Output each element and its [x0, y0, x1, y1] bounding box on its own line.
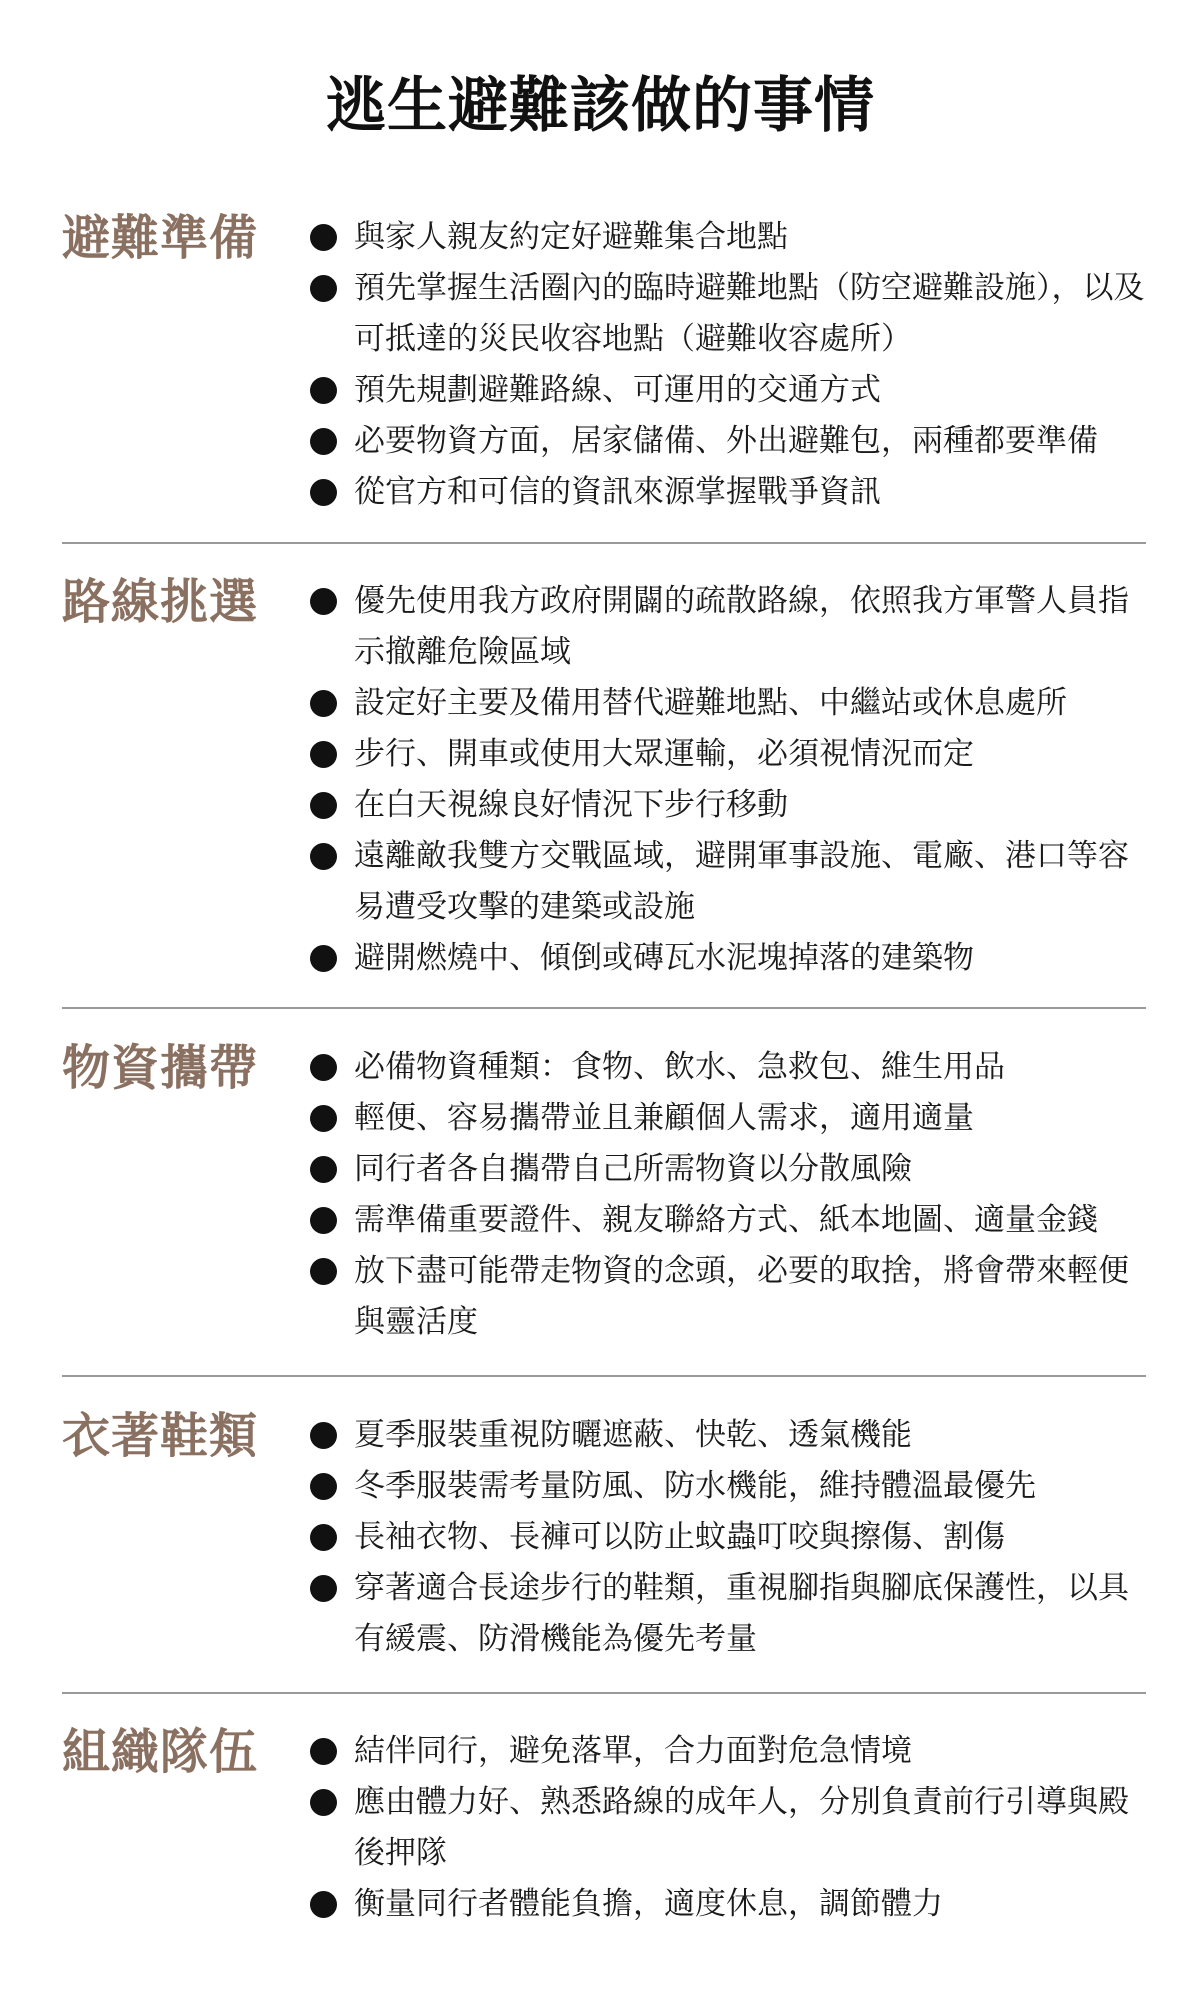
- list-item: [310, 416, 1150, 467]
- list-item: [310, 1726, 1150, 1777]
- item-text: 從官方和可信的資訊來源掌握戰爭資訊: [354, 474, 881, 510]
- item-list: [310, 1726, 1150, 1930]
- list-item: [310, 467, 1150, 518]
- bullet-icon: [310, 741, 337, 768]
- bullet-icon: [310, 1207, 337, 1234]
- item-list: [310, 1042, 1150, 1348]
- item-list: [310, 212, 1150, 518]
- list-item: [310, 365, 1150, 416]
- item-text: 輕便、容易攜帶並且兼顧個人需求，適用適量: [354, 1100, 974, 1136]
- list-item: [310, 1093, 1150, 1144]
- list-item: [310, 1512, 1150, 1563]
- section-label: 路線挑選: [62, 574, 259, 630]
- section-divider: [62, 1375, 1146, 1377]
- item-text: 需準備重要證件、親友聯絡方式、紙本地圖、適量金錢: [354, 1202, 1098, 1238]
- list-item: [310, 1777, 1150, 1879]
- item-text: 必要物資方面，居家儲備、外出避難包，兩種都要準備: [354, 423, 1098, 459]
- bullet-icon: [310, 1156, 337, 1183]
- bullet-icon: [310, 1524, 337, 1551]
- bullet-icon: [310, 1105, 337, 1132]
- section-label: 組織隊伍: [62, 1724, 259, 1780]
- section-label: 物資攜帶: [62, 1040, 259, 1096]
- section-label: 避難準備: [62, 210, 259, 266]
- bullet-icon: [310, 588, 337, 615]
- bullet-icon: [310, 1891, 337, 1918]
- item-list: [310, 576, 1150, 984]
- bullet-icon: [310, 792, 337, 819]
- list-item: [310, 678, 1150, 729]
- bullet-icon: [310, 428, 337, 455]
- bullet-icon: [310, 275, 337, 302]
- list-item: [310, 780, 1150, 831]
- item-text: 衡量同行者體能負擔，適度休息，調節體力: [354, 1886, 943, 1922]
- item-text: 在白天視線良好情況下步行移動: [354, 787, 788, 823]
- bullet-icon: [310, 479, 337, 506]
- list-item: [310, 263, 1150, 365]
- list-item: [310, 1042, 1150, 1093]
- list-item: [310, 212, 1150, 263]
- bullet-icon: [310, 377, 337, 404]
- item-text: 避開燃燒中、傾倒或磚瓦水泥塊掉落的建築物: [354, 940, 974, 976]
- bullet-icon: [310, 1473, 337, 1500]
- item-text: 冬季服裝需考量防風、防水機能，維持體溫最優先: [354, 1468, 1036, 1504]
- item-text: 與家人親友約定好避難集合地點: [354, 219, 788, 255]
- item-text: 必備物資種類：食物、飲水、急救包、維生用品: [354, 1049, 1005, 1085]
- bullet-icon: [310, 1422, 337, 1449]
- item-text: 優先使用我方政府開闢的疏散路線，依照我方軍警人員指示撤離危險區域: [354, 583, 1129, 670]
- item-text: 放下盡可能帶走物資的念頭，必要的取捨，將會帶來輕便與靈活度: [354, 1253, 1129, 1340]
- list-item: [310, 933, 1150, 984]
- item-text: 遠離敵我雙方交戰區域，避開軍事設施、電廠、港口等容易遭受攻擊的建築或設施: [354, 838, 1129, 925]
- item-text: 設定好主要及備用替代避難地點、中繼站或休息處所: [354, 685, 1067, 721]
- bullet-icon: [310, 945, 337, 972]
- section-divider: [62, 542, 1146, 544]
- item-text: 長袖衣物、長褲可以防止蚊蟲叮咬與擦傷、割傷: [354, 1519, 1005, 1555]
- item-text: 穿著適合長途步行的鞋類，重視腳指與腳底保護性，以具有緩震、防滑機能為優先考量: [354, 1570, 1129, 1657]
- item-text: 步行、開車或使用大眾運輸，必須視情況而定: [354, 736, 974, 772]
- section-divider: [62, 1007, 1146, 1009]
- bullet-icon: [310, 1054, 337, 1081]
- page-title: 逃生避難該做的事情: [326, 71, 875, 141]
- bullet-icon: [310, 1789, 337, 1816]
- list-item: [310, 831, 1150, 933]
- section-divider: [62, 1692, 1146, 1694]
- item-text: 結伴同行，避免落單，合力面對危急情境: [354, 1733, 912, 1769]
- bullet-icon: [310, 1258, 337, 1285]
- list-item: [310, 1195, 1150, 1246]
- list-item: [310, 1410, 1150, 1461]
- list-item: [310, 1563, 1150, 1665]
- list-item: [310, 1246, 1150, 1348]
- list-item: [310, 576, 1150, 678]
- list-item: [310, 729, 1150, 780]
- bullet-icon: [310, 224, 337, 251]
- section-label: 衣著鞋類: [62, 1408, 259, 1464]
- item-text: 夏季服裝重視防曬遮蔽、快乾、透氣機能: [354, 1417, 912, 1453]
- bullet-icon: [310, 690, 337, 717]
- item-list: [310, 1410, 1150, 1665]
- list-item: [310, 1879, 1150, 1930]
- item-text: 預先規劃避難路線、可運用的交通方式: [354, 372, 881, 408]
- list-item: [310, 1461, 1150, 1512]
- item-text: 預先掌握生活圈內的臨時避難地點（防空避難設施），以及可抵達的災民收容地點（避難收容處所）: [354, 270, 1145, 357]
- item-text: 同行者各自攜帶自己所需物資以分散風險: [354, 1151, 912, 1187]
- item-text: 應由體力好、熟悉路線的成年人，分別負責前行引導與殿後押隊: [354, 1784, 1129, 1871]
- bullet-icon: [310, 1575, 337, 1602]
- list-item: [310, 1144, 1150, 1195]
- bullet-icon: [310, 843, 337, 870]
- bullet-icon: [310, 1738, 337, 1765]
